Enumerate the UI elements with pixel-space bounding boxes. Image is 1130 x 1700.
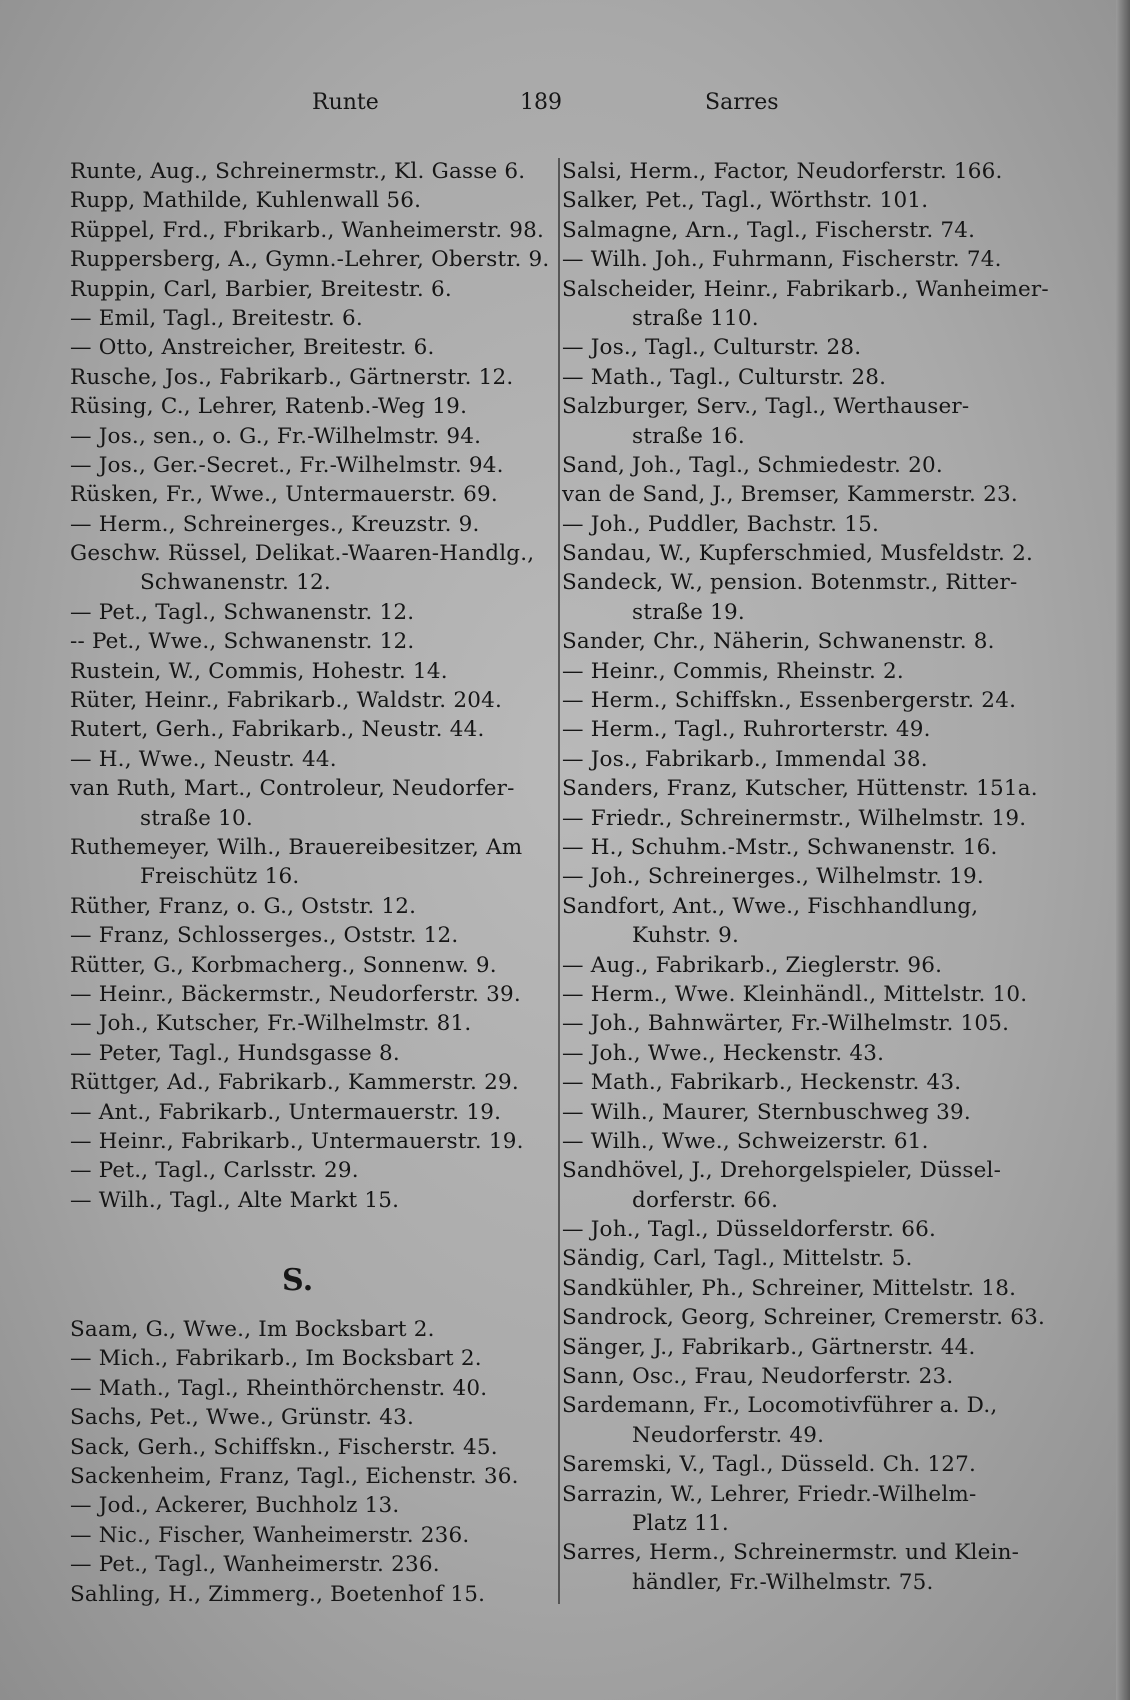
directory-entry-line: — Wilh. Joh., Fuhrmann, Fischerstr. 74.	[562, 247, 1002, 273]
directory-entry-line: Sanders, Franz, Kutscher, Hüttenstr. 151a.	[562, 776, 1038, 802]
directory-entry-line: — Joh., Kutscher, Fr.-Wilhelmstr. 81.	[70, 1011, 472, 1037]
directory-entry-line: Rusche, Jos., Fabrikarb., Gärtnerstr. 12.	[70, 364, 514, 390]
directory-entry-line: — Heinr., Fabrikarb., Untermauerstr. 19.	[70, 1128, 524, 1154]
directory-entry-line: Sann, Osc., Frau, Neudorferstr. 23.	[562, 1364, 954, 1390]
directory-entry-line: — Jos., Ger.-Secret., Fr.-Wilhelmstr. 94.	[70, 452, 504, 478]
directory-entry-line: Sänger, J., Fabrikarb., Gärtnerstr. 44.	[562, 1334, 976, 1360]
directory-entry-line: Saam, G., Wwe., Im Bocksbart 2.	[70, 1317, 435, 1343]
header-last-entry: Sarres	[705, 90, 779, 115]
directory-entry-line: straße 110.	[632, 305, 759, 331]
directory-entry-line: Geschw. Rüssel, Delikat.-Waaren-Handlg.,	[70, 541, 535, 567]
directory-entry-line: Neudorferstr. 49.	[632, 1422, 825, 1448]
directory-entry-line: — Peter, Tagl., Hundsgasse 8.	[70, 1040, 400, 1066]
page-header	[0, 90, 1130, 130]
directory-entry-line: Sandau, W., Kupferschmied, Musfeldstr. 2.	[562, 541, 1034, 567]
directory-entry-line: — Pet., Tagl., Schwanenstr. 12.	[70, 599, 415, 625]
directory-entry-line: — Joh., Puddler, Bachstr. 15.	[562, 511, 880, 537]
directory-entry-line: Salsi, Herm., Factor, Neudorferstr. 166.	[562, 159, 1003, 184]
directory-entry-line: Rüttger, Ad., Fabrikarb., Kammerstr. 29.	[70, 1070, 519, 1096]
directory-entry-line: -- Pet., Wwe., Schwanenstr. 12.	[70, 629, 415, 655]
directory-entry-line: — Math., Tagl., Rheinthörchenstr. 40.	[70, 1375, 488, 1401]
directory-entry-line: — Jos., Fabrikarb., Immendal 38.	[562, 746, 928, 772]
directory-entry-line: Rüsken, Fr., Wwe., Untermauerstr. 69.	[70, 482, 498, 508]
directory-entry-line: — Joh., Schreinerges., Wilhelmstr. 19.	[562, 864, 984, 890]
directory-entry-line: Salker, Pet., Tagl., Wörthstr. 101.	[562, 188, 929, 214]
directory-entry-line: dorferstr. 66.	[632, 1187, 779, 1213]
right-entries	[562, 157, 1049, 1597]
directory-entry-line: Salzburger, Serv., Tagl., Werthauser-	[562, 394, 970, 420]
directory-entry-line: — H., Wwe., Neustr. 44.	[70, 746, 337, 772]
header-first-entry: Runte	[312, 90, 379, 115]
directory-entry-line: Saremski, V., Tagl., Düsseld. Ch. 127.	[562, 1452, 977, 1478]
section-gap	[70, 1215, 540, 1255]
directory-entry-line: — Herm., Schiffskn., Essenbergerstr. 24.	[562, 688, 1017, 714]
page-number: 189	[520, 90, 562, 115]
directory-entry-line: — Wilh., Tagl., Alte Markt 15.	[70, 1187, 400, 1213]
section-gap	[70, 1307, 540, 1315]
directory-entry-line: — Joh., Bahnwärter, Fr.-Wilhelmstr. 105.	[562, 1011, 1010, 1037]
directory-entry-line: Kuhstr. 9.	[632, 923, 740, 949]
directory-entry-line: straße 16.	[632, 423, 745, 449]
directory-entry-line: — Aug., Fabrikarb., Zieglerstr. 96.	[562, 952, 943, 978]
directory-entry-line: — Pet., Tagl., Wanheimerstr. 236.	[70, 1552, 440, 1578]
directory-entry-line: — Heinr., Commis, Rheinstr. 2.	[562, 658, 904, 684]
directory-entry-line: — Nic., Fischer, Wanheimerstr. 236.	[70, 1522, 470, 1548]
directory-entry-line: — Franz, Schlosserges., Oststr. 12.	[70, 923, 459, 949]
directory-entry-line: — Math., Tagl., Culturstr. 28.	[562, 364, 887, 390]
directory-entry-line: Rustein, W., Commis, Hohestr. 14.	[70, 658, 448, 684]
directory-entry-line: — Herm., Wwe. Kleinhändl., Mittelstr. 10.	[562, 981, 1028, 1007]
section-letter-heading: S.	[282, 1263, 314, 1299]
directory-entry-line: — Mich., Fabrikarb., Im Bocksbart 2.	[70, 1346, 482, 1372]
directory-entry-line: — Emil, Tagl., Breitestr. 6.	[70, 305, 363, 331]
directory-entry-line: Rüther, Franz, o. G., Oststr. 12.	[70, 893, 417, 919]
directory-entry-line: Sandrock, Georg, Schreiner, Cremerstr. 63.	[562, 1305, 1046, 1331]
directory-entry-line: — Jos., Tagl., Culturstr. 28.	[562, 335, 862, 361]
right-column	[562, 157, 1049, 1597]
directory-entry-line: — Herm., Schreinerges., Kreuzstr. 9.	[70, 511, 480, 537]
directory-entry-line: Sackenheim, Franz, Tagl., Eichenstr. 36.	[70, 1464, 519, 1490]
directory-entry-line: Rütter, G., Korbmacherg., Sonnenw. 9.	[70, 952, 497, 978]
directory-entry-line: Sack, Gerh., Schiffskn., Fischerstr. 45.	[70, 1434, 498, 1460]
left-column	[70, 157, 550, 1609]
directory-entry-line: Sandkühler, Ph., Schreiner, Mittelstr. 18.	[562, 1275, 1017, 1301]
page-edge-shadow	[1116, 0, 1130, 1700]
directory-entry-line: Ruthemeyer, Wilh., Brauereibesitzer, Am	[70, 834, 523, 860]
directory-entry-line: händler, Fr.-Wilhelmstr. 75.	[632, 1569, 934, 1595]
directory-entry-line: Sander, Chr., Näherin, Schwanenstr. 8.	[562, 629, 995, 655]
directory-entry-line: Rüsing, C., Lehrer, Ratenb.-Weg 19.	[70, 394, 468, 420]
directory-entry-line: van Ruth, Mart., Controleur, Neudorfer-	[70, 776, 515, 802]
directory-entry-line: Rutert, Gerh., Fabrikarb., Neustr. 44.	[70, 717, 485, 743]
directory-entry-line: Salmagne, Arn., Tagl., Fischerstr. 74.	[562, 217, 976, 243]
left-entries-r	[70, 157, 550, 1215]
column-divider	[558, 158, 560, 1604]
directory-entry-line: Sandhövel, J., Drehorgelspieler, Düssel-	[562, 1158, 1002, 1184]
directory-entry-line: Runte, Aug., Schreinermstr., Kl. Gasse 6.	[70, 159, 526, 184]
directory-entry-line: Sahling, H., Zimmerg., Boetenhof 15.	[70, 1581, 486, 1607]
directory-entry-line: — Ant., Fabrikarb., Untermauerstr. 19.	[70, 1099, 502, 1125]
directory-entry-line: Sardemann, Fr., Locomotivführer a. D.,	[562, 1393, 998, 1419]
directory-entry-line: Rüter, Heinr., Fabrikarb., Waldstr. 204.	[70, 688, 502, 714]
directory-entry-line: Sand, Joh., Tagl., Schmiedestr. 20.	[562, 452, 943, 478]
directory-entry-line: Rüppel, Frd., Fbrikarb., Wanheimerstr. 98.	[70, 217, 545, 243]
directory-entry-line: — Jos., sen., o. G., Fr.-Wilhelmstr. 94.	[70, 423, 482, 449]
directory-entry-line: Salscheider, Heinr., Fabrikarb., Wanheimer-	[562, 276, 1049, 302]
directory-entry-line: — Pet., Tagl., Carlsstr. 29.	[70, 1158, 359, 1184]
directory-entry-line: Sarres, Herm., Schreinermstr. und Klein-	[562, 1540, 1020, 1566]
directory-entry-line: Ruppersberg, A., Gymn.-Lehrer, Oberstr. 9.	[70, 247, 550, 273]
directory-entry-line: Sandfort, Ant., Wwe., Fischhandlung,	[562, 893, 979, 919]
directory-entry-line: — H., Schuhm.-Mstr., Schwanenstr. 16.	[562, 834, 998, 860]
directory-entry-line: Sachs, Pet., Wwe., Grünstr. 43.	[70, 1405, 415, 1431]
left-entries-s	[70, 1315, 540, 1609]
directory-entry-line: — Joh., Wwe., Heckenstr. 43.	[562, 1040, 885, 1066]
directory-entry-line: Rupp, Mathilde, Kuhlenwall 56.	[70, 188, 422, 214]
directory-entry-line: — Herm., Tagl., Ruhrorterstr. 49.	[562, 717, 931, 743]
directory-entry-line: — Friedr., Schreinermstr., Wilhelmstr. 19.	[562, 805, 1027, 831]
directory-entry-line: Sarrazin, W., Lehrer, Friedr.-Wilhelm-	[562, 1481, 977, 1507]
directory-entry-line: Sandeck, W., pension. Botenmstr., Ritter-	[562, 570, 1018, 596]
directory-entry-line: — Joh., Tagl., Düsseldorferstr. 66.	[562, 1217, 937, 1243]
directory-entry-line: — Otto, Anstreicher, Breitestr. 6.	[70, 335, 435, 361]
directory-entry-line: straße 10.	[140, 805, 253, 831]
directory-entry-line: — Math., Fabrikarb., Heckenstr. 43.	[562, 1070, 962, 1096]
directory-entry-line: — Jod., Ackerer, Buchholz 13.	[70, 1493, 400, 1519]
directory-entry-line: Platz 11.	[632, 1510, 729, 1536]
directory-entry-line: — Wilh., Maurer, Sternbuschweg 39.	[562, 1099, 971, 1125]
directory-entry-line: Schwanenstr. 12.	[140, 570, 331, 596]
directory-entry-line: Freischütz 16.	[140, 864, 300, 890]
directory-entry-line: — Heinr., Bäckermstr., Neudorferstr. 39.	[70, 981, 521, 1007]
directory-entry-line: Ruppin, Carl, Barbier, Breitestr. 6.	[70, 276, 452, 302]
directory-entry-line: straße 19.	[632, 599, 745, 625]
directory-entry-line: — Wilh., Wwe., Schweizerstr. 61.	[562, 1128, 929, 1154]
directory-entry-line: Sändig, Carl, Tagl., Mittelstr. 5.	[562, 1246, 913, 1272]
directory-entry-line: van de Sand, J., Bremser, Kammerstr. 23.	[562, 482, 1018, 508]
